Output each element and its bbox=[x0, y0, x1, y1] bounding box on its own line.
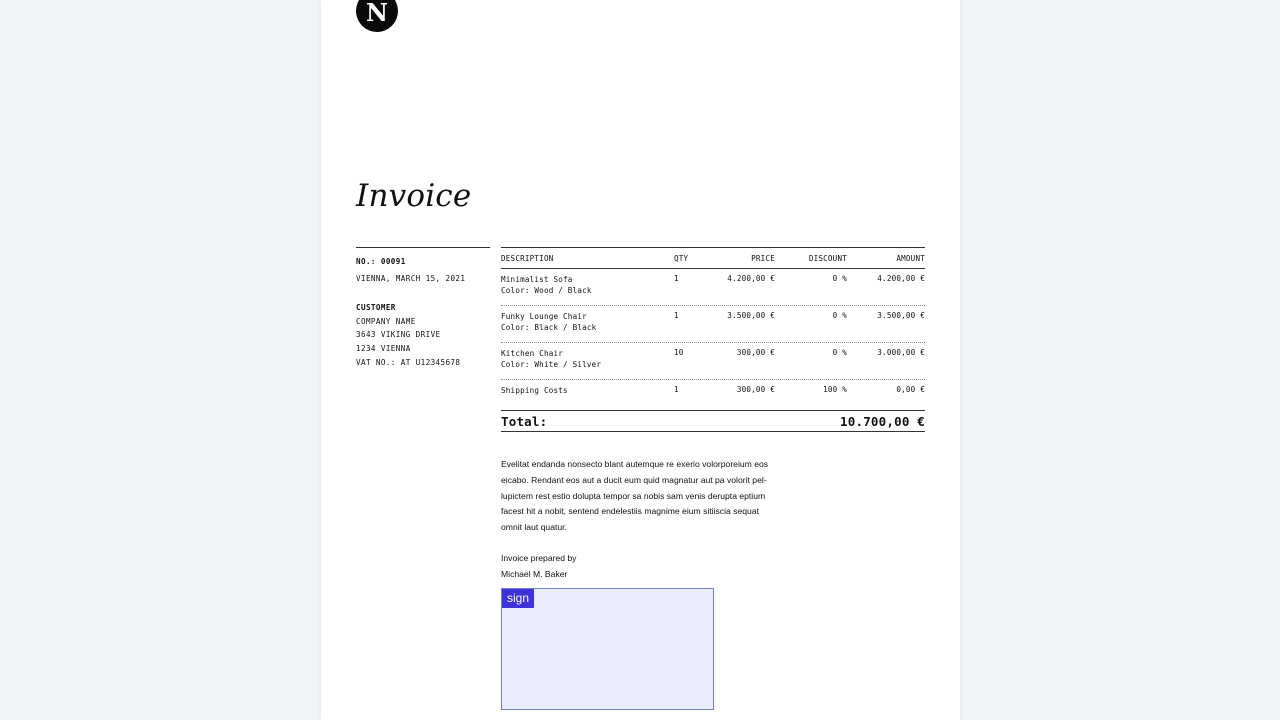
item-name: Shipping Costs bbox=[501, 386, 568, 395]
row-description bbox=[501, 274, 674, 305]
total-row bbox=[501, 410, 925, 432]
page-title: Invoice bbox=[356, 178, 472, 214]
item-price: 4.200,00 € bbox=[727, 274, 775, 283]
item-name: Minimalist Sofa bbox=[501, 275, 573, 284]
brand-logo: N bbox=[356, 0, 398, 32]
signature-field[interactable] bbox=[501, 588, 714, 710]
invoice-number: NO.: 00091 bbox=[356, 257, 406, 266]
item-price: 300,00 € bbox=[736, 348, 775, 357]
item-qty: 10 bbox=[674, 348, 684, 357]
customer-street: 3643 VIKING DRIVE bbox=[356, 330, 441, 340]
prepared-label: Invoice prepared by bbox=[501, 553, 577, 563]
prepared-name: Michael M. Baker bbox=[501, 568, 568, 579]
item-qty: 1 bbox=[674, 385, 679, 394]
sign-tag: sign bbox=[502, 589, 534, 608]
item-detail: Color: White / Silver bbox=[501, 360, 602, 369]
total-label: Total: bbox=[501, 413, 548, 429]
invoice-note: Evelitat endanda nonsecto blant autemque re exerio volorporeium eos eicabo. Rendant eos aut a ducit eum quid magnatur aut pa volorit pel-lupictem rest estio dolupta tempor sa nobis sam venis derupta eptium facest hit a nobit, sentend endelestiis magnime eium sitiiscia sequat omnit laut quatur. bbox=[501, 459, 769, 533]
item-detail: Color: Wood / Black bbox=[501, 286, 592, 295]
header-amount: AMOUNT bbox=[896, 253, 925, 263]
item-name: Kitchen Chair bbox=[501, 349, 564, 358]
item-name: Funky Lounge Chair bbox=[501, 312, 587, 321]
invoice-table bbox=[501, 247, 925, 432]
header-description: DESCRIPTION bbox=[501, 253, 554, 263]
item-discount: 0 % bbox=[832, 311, 847, 320]
table-row bbox=[501, 343, 925, 380]
header-price: PRICE bbox=[751, 253, 775, 263]
item-discount: 0 % bbox=[832, 274, 847, 283]
customer-heading: CUSTOMER bbox=[356, 303, 396, 313]
invoice-meta bbox=[356, 247, 490, 369]
item-amount: 0,00 € bbox=[896, 385, 925, 394]
row-description bbox=[501, 348, 674, 379]
total-value: 10.700,00 € bbox=[840, 413, 925, 429]
item-amount: 3.000,00 € bbox=[877, 348, 925, 357]
item-price: 300,00 € bbox=[736, 385, 775, 394]
table-row bbox=[501, 380, 925, 410]
item-amount: 4.200,00 € bbox=[877, 274, 925, 283]
header-discount: DISCOUNT bbox=[808, 253, 847, 263]
invoice-page bbox=[321, 0, 960, 720]
item-qty: 1 bbox=[674, 311, 679, 320]
table-row bbox=[501, 306, 925, 343]
table-header bbox=[501, 247, 925, 269]
invoice-place-date: VIENNA, MARCH 15, 2021 bbox=[356, 273, 466, 283]
customer-city: 1234 VIENNA bbox=[356, 343, 411, 353]
customer-company: COMPANY NAME bbox=[356, 316, 416, 326]
item-discount: 100 % bbox=[823, 385, 847, 394]
customer-vat: VAT NO.: AT U12345678 bbox=[356, 357, 461, 367]
header-qty: QTY bbox=[674, 253, 689, 263]
item-detail: Color: Black / Black bbox=[501, 323, 597, 332]
item-amount: 3.500,00 € bbox=[877, 311, 925, 320]
row-description bbox=[501, 385, 674, 410]
item-qty: 1 bbox=[674, 274, 679, 283]
prepared-by bbox=[501, 551, 576, 583]
row-description bbox=[501, 311, 674, 342]
table-row bbox=[501, 269, 925, 306]
item-price: 3.500,00 € bbox=[727, 311, 775, 320]
item-discount: 0 % bbox=[832, 348, 847, 357]
